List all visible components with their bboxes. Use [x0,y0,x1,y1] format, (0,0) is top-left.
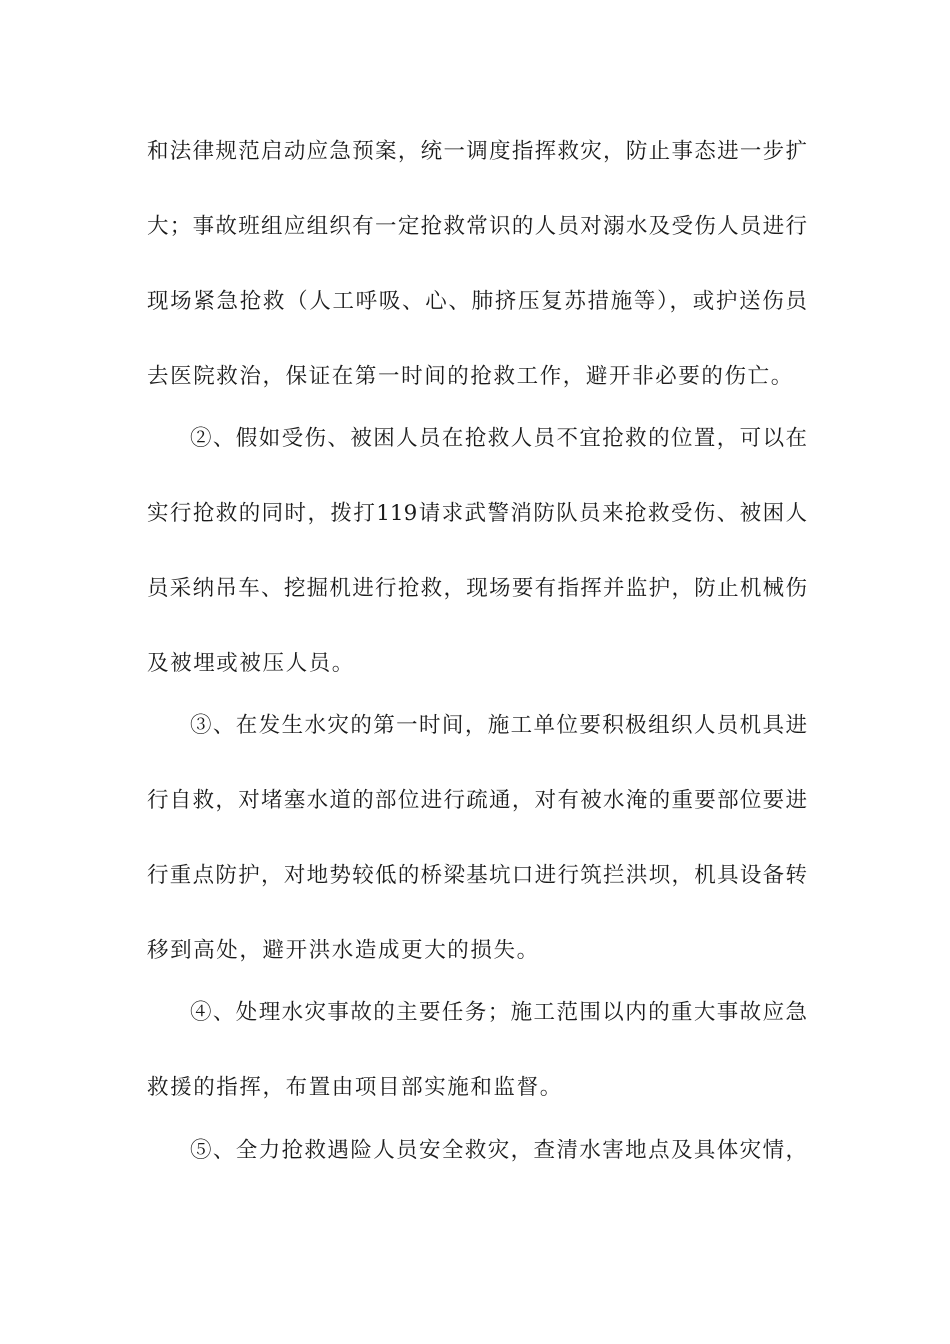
text-line: ④、处理水灾事故的主要任务；施工范围以内的重大事故应急 [190,1000,807,1025]
text-line: ③、在发生水灾的第一时间，施工单位要积极组织人员机具进 [190,713,807,738]
text-line: 和法律规范启动应急预案，统一调度指挥救灾，防止事态进一步扩 [147,139,807,164]
text-line: 员采纳吊车、挖掘机进行抢救，现场要有指挥并监护，防止机械伤 [147,576,807,601]
text-line: 行重点防护，对地势较低的桥梁基坑口进行筑拦洪坝，机具设备转 [147,863,807,888]
text-line: 现场紧急抢救（人工呼吸、心、肺挤压复苏措施等），或护送伤员 [147,289,807,314]
text-line: 移到高处，避开洪水造成更大的损失。 [147,938,540,963]
text-line: 实行抢救的同时，拨打119请求武警消防队员来抢救受伤、被困人 [147,501,807,526]
text-line: 去医院救治，保证在第一时间的抢救工作，避开非必要的伤亡。 [147,364,794,389]
text-line: 行自救，对堵塞水道的部位进行疏通，对有被水淹的重要部位要进 [147,788,807,813]
text-line: ②、假如受伤、被困人员在抢救人员不宜抢救的位置，可以在 [190,426,807,451]
text-line: 救援的指挥，布置由项目部实施和监督。 [147,1075,563,1100]
text-line: 及被埋或被压人员。 [147,651,355,676]
text-line: 大；事故班组应组织有一定抢救常识的人员对溺水及受伤人员进行 [147,214,807,239]
text-line: ⑤、全力抢救遇险人员安全救灾，查清水害地点及具体灾情， [190,1138,807,1163]
